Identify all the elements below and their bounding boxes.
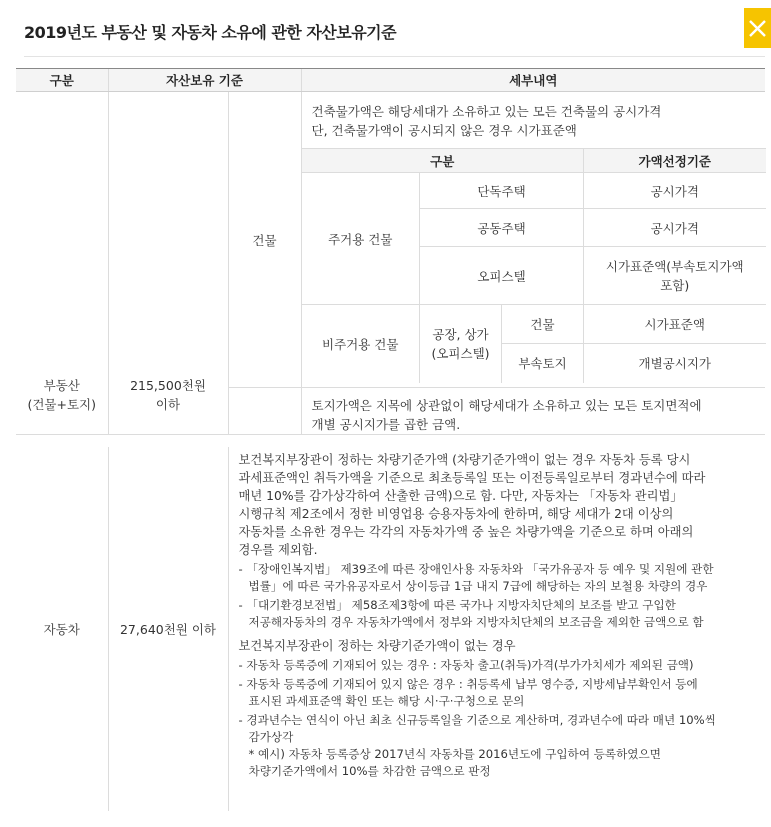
car-p1-line: 시행규칙 제2조에서 정한 비영업용 승용자동차에 한하며, 해당 세대가 2대 이상의 (238, 507, 674, 521)
valuation-header-row (302, 149, 766, 173)
valuation-basis-officetel (584, 247, 766, 305)
nonresidential-group (420, 305, 502, 383)
asset-criteria-table (16, 68, 765, 811)
car-paragraph-2: 보건복지부장관이 정하는 차량기준가액이 없는 경우 (238, 639, 516, 653)
exemption-line: - 「대기환경보전법」 제58조제3항에 따른 국가나 지방자치단체의 보조를 받고 구입한 (238, 598, 676, 612)
building-label: 건물 (228, 92, 301, 388)
realestate-criteria-limit: 이하 (155, 397, 181, 412)
nonres-group-line1: 공장, 상가 (432, 326, 489, 342)
residential-label: 주거용 건물 (302, 173, 420, 305)
land-note (302, 388, 766, 434)
valuation-header-type: 구분 (302, 149, 584, 173)
no-price-line: 감가상각 (248, 730, 294, 744)
valuation-header-basis: 가액선정기준 (584, 149, 766, 173)
no-price-line: - 자동차 등록증에 기재되어 있는 경우 : 자동차 출고(취득)가격(부가가치세가 제외된 금액) (238, 658, 694, 672)
building-detail-cell (301, 92, 765, 388)
car-p1-line: 보건복지부장관이 정하는 차량기준가액 (차량기준가액이 없는 경우 자동차 등록 당시 (238, 453, 691, 467)
valuation-basis-detached: 공시가격 (584, 173, 766, 209)
no-price-line: 표시된 과세표준액 확인 또는 해당 시·구·구청으로 문의 (248, 694, 525, 708)
officetel-basis-line1: 시가표준액(부속토지가액 (605, 258, 744, 274)
valuation-type-nonres-building: 건물 (502, 305, 584, 344)
realestate-category-sub: (건물+토지) (27, 397, 97, 412)
nonresidential-label: 비주거용 건물 (322, 336, 399, 352)
valuation-type-detached: 단독주택 (420, 173, 584, 209)
realestate-criteria-cell (108, 92, 228, 435)
exemption-line: - 「장애인복지법」 제39조에 따른 장애인사용 자동차와 「국가유공자 등 예우 및 지원에 관한 (238, 562, 714, 576)
realestate-building-row (16, 92, 765, 388)
no-price-item-1 (239, 657, 766, 674)
car-p1-line: 과세표준액인 취득가액을 기준으로 최초등록일 또는 이전등록일로부터 경과년수에 따라 (238, 471, 706, 485)
realestate-criteria-amount: 215,500천원 (130, 378, 206, 393)
land-detail-cell (301, 388, 765, 435)
spacer-row (16, 435, 765, 448)
valuation-type-officetel: 오피스텔 (420, 247, 584, 305)
car-category: 자동차 (43, 622, 80, 637)
land-note-line2: 개별 공시지가를 곱한 금액. (311, 417, 461, 432)
exemption-item-disabled (239, 561, 766, 595)
land-label (228, 388, 301, 435)
car-paragraph-1 (239, 451, 766, 559)
building-note (302, 92, 766, 148)
valuation-basis-apartment: 공시가격 (584, 209, 766, 247)
car-detail (229, 451, 766, 780)
car-row (16, 447, 765, 811)
header-details: 세부내역 (301, 69, 765, 92)
valuation-basis-land: 개별공시지가 (584, 344, 766, 383)
no-price-item-2 (239, 676, 766, 710)
building-valuation-table (302, 148, 766, 383)
nonres-group-line2: (오피스텔) (431, 345, 490, 361)
close-button[interactable] (744, 8, 771, 48)
building-note-line1: 건축물가액은 해당세대가 소유하고 있는 모든 건축물의 공시가격 (311, 104, 662, 119)
example-line: * 예시) 자동차 등록증상 2017년식 자동차를 2016년도에 구입하여 등록하였으면 (248, 747, 661, 761)
building-note-line2: 단, 건축물가액이 공시되지 않은 경우 시가표준액 (311, 123, 577, 138)
car-criteria: 27,640천원 이하 (108, 447, 228, 811)
exemption-item-lowemission (239, 597, 766, 631)
title-divider (24, 56, 765, 57)
close-icon (748, 19, 767, 38)
header-criteria: 자산보유 기준 (108, 69, 301, 92)
valuation-type-land: 부속토지 (502, 344, 584, 383)
example-line: 차량기준가액에서 10%를 차감한 금액으로 판정 (248, 764, 491, 778)
car-detail-cell (228, 447, 765, 811)
valuation-row (302, 305, 766, 344)
car-p1-line: 매년 10%를 감가상각하여 산출한 금액)으로 함. 다만, 자동차는 「자동차 관리법」 (238, 489, 683, 503)
no-price-item-3 (239, 712, 766, 780)
realestate-category: 부동산 (43, 378, 80, 393)
valuation-basis-nonres-building: 시가표준액 (584, 305, 766, 344)
valuation-row (302, 173, 766, 209)
valuation-type-apartment: 공동주택 (420, 209, 584, 247)
header-category: 구분 (16, 69, 108, 92)
realestate-category-cell (16, 92, 108, 435)
no-price-line: - 경과년수는 연식이 아닌 최초 신규등록일을 기준으로 계산하며, 경과년수에 따라 매년 10%씩 (238, 713, 716, 727)
car-p1-line: 자동차를 소유한 경우는 각각의 자동차가액 중 높은 차량가액을 기준으로 하며 아래의 (238, 525, 694, 539)
car-p1-line: 경우를 제외함. (238, 543, 318, 557)
table-header-row (16, 69, 765, 92)
land-note-line1: 토지가액은 지목에 상관없이 해당세대가 소유하고 있는 모든 토지면적에 (311, 398, 702, 413)
page-title: 2019년도 부동산 및 자동차 소유에 관한 자산보유기준 (24, 23, 397, 42)
exemption-line: 법률」에 따른 국가유공자로서 상이등급 1급 내지 7급에 해당하는 자의 보철용 차량의 경우 (248, 579, 708, 593)
officetel-basis-line2: 포함) (660, 277, 690, 293)
no-price-line: - 자동차 등록증에 기재되어 있지 않은 경우 : 취등록세 납부 영수증, 지방세납부확인서 등에 (238, 677, 698, 691)
exemption-line: 저공해자동차의 경우 자동차가액에서 정부와 지방자치단체의 보조금을 제외한 금액으로 함 (248, 615, 704, 629)
